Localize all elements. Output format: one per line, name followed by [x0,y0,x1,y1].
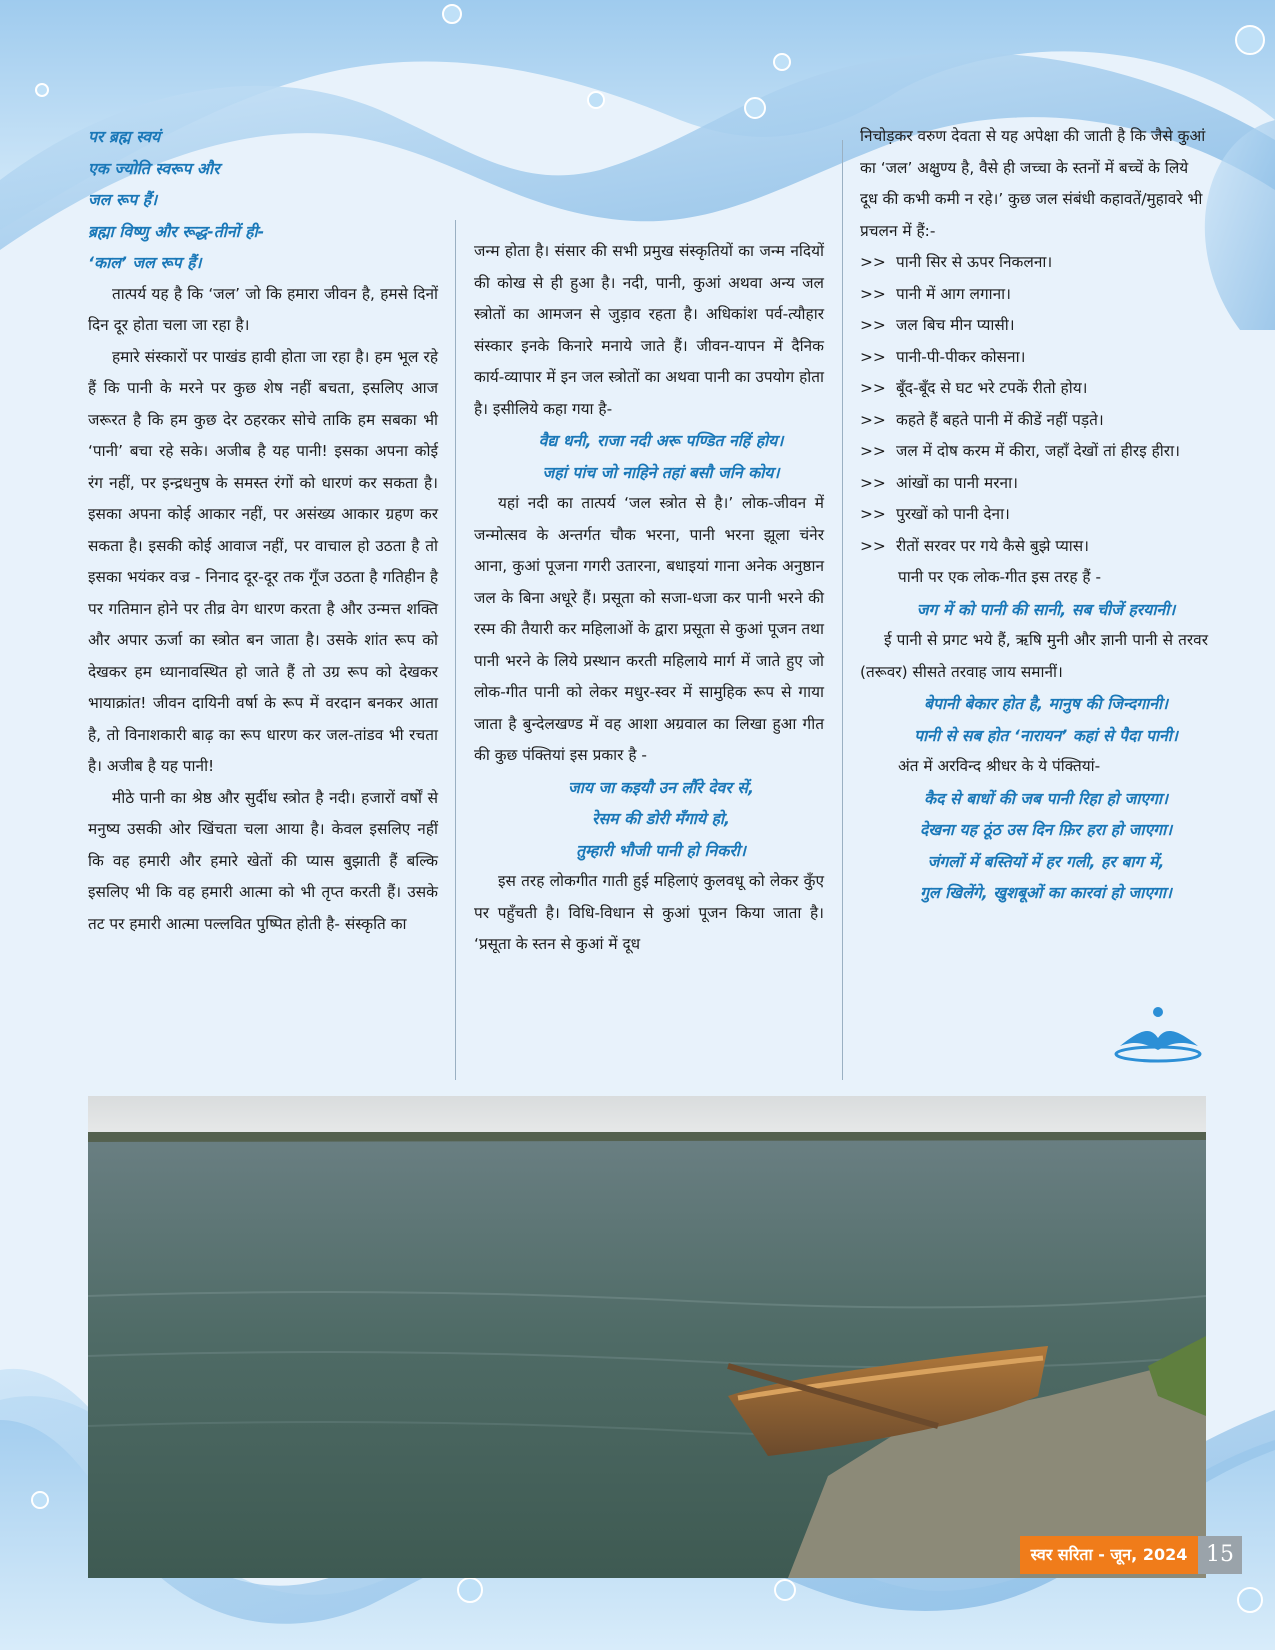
list-item: >> जल में दोष करम में कीरा, जहाँ देखों तां हीरइ हीरा। [860,442,1180,460]
verse-line: तुम्हारी भौजी पानी हो निकरी। [576,840,746,860]
lake-with-boat-photo [88,1096,1206,1578]
column-3 [860,121,1208,909]
verse-line: ब्रह्मा विष्णु और रूद्ध-तीनों ही- [88,221,265,241]
verse-line: गुल खिलेंगे, खुशबूओं का कारवां हो जाएगा। [920,883,1172,902]
paragraph: यहां नदी का तात्पर्य ‘जल स्त्रोत से है।’ लोक-जीवन में जन्मोत्सव के अन्तर्गत चौक भरना, पानी भरना झूला चंनेर आना, कुआं पूजना गगरी उतारना, बधाइयां गाना अनेक अनुष्ठान जल के बिना अधूरे हैं। प्रसूता को सजा-धजा कर पानी भरने की रस्म की तैयारी कर महिलाओं के द्वारा प्रसूता से कुआं पूजन तथा पानी भरने के लिये प्रस्थान करती महिलाये मार्ग में जाते हुए जो लोक-गीत पानी को लेकर मधुर-स्वर में सामुहिक रूप से गाया जाता है बुन्देलखण्ड में वह आशा अग्रवाल का लिखा हुआ गीत की कुछ पंक्तियां इस प्रकार है - [474,494,824,764]
verse-line: ‘काल’ जल रूप हैं। [88,253,202,272]
column-separator-2 [842,140,843,1080]
folk-song-verse [860,688,1208,751]
verse-line: जंगलों में बस्तियों में हर गली, हर बाग में, [927,851,1165,871]
intro-verse [88,121,438,279]
verse-line: रेसम की डोरी मँगाये हो, [592,809,730,828]
paragraph: ई पानी से प्रगट भये हैं, ऋषि मुनी और ज्ञानी पानी से तरवर (तरूवर) सीसते तरवाह जाय समानीं। [860,631,1208,681]
paragraph: इस तरह लोकगीत गाती हुई महिलाएं कुलवधू को लेकर कुँए पर पहुँचती है। विधि-विधान से कुआं पूजन किया जाता है। ‘प्रसूता के स्तन से कुआं में दूध [474,872,824,953]
paragraph: निचोड़कर वरुण देवता से यह अपेक्षा की जाती है कि जैसे कुआं का ‘जल’ अक्षुण्य है, वैसे ही जच्चा के स्तनों में बच्चें के लिये दूध की कभी कमी न रहे।’ कुछ जल संबंधी कहावतें/मुहावरे भी प्रचलन में हैं:- [860,127,1206,240]
paragraph: मीठे पानी का श्रेष्ठ और सुर्दीध स्त्रोत है नदी। हजारों वर्षों से मनुष्य उसकी ओर खिंचता चला आया है। केवल इसलिए नहीं कि वह हमारी और हमारे खेतों की प्यास बुझाती हैं बल्कि इसलिए भी कि वह हमारी आत्मा को भी तृप्त करती हैं। उसके तट पर हमारी आत्मा पल्लवित पुष्पित होती है- संस्कृति का [88,788,438,933]
verse-line: जहां पांच जो नाहिने तहां बसौ जनि कोय। [542,462,780,482]
verse-line: पानी से सब होत ‘नारायन’ कहां से पैदा पानी। [914,725,1178,745]
paragraph: तात्पर्य यह है कि ‘जल’ जो कि हमारा जीवन है, हमसे दिनों दिन दूर होता चला जा रहा है। [88,284,438,334]
page-number: 15 [1198,1536,1242,1574]
paragraph: हमारे संस्कारों पर पाखंड हावी होता जा रहा है। हम भूल रहे हैं कि पानी के मरने पर कुछ शेष नहीं बचता, इसलिए आज जरूरत है कि हम कुछ देर ठहरकर सोचे ताकि हम सबका भी ‘पानी’ बचा रहे सके। अजीब है यह पानी! इसका अपना कोई रंग नहीं, पर इन्द्रधनुष के समस्त रंगों को धारणं कर सकता है। इसका अपना कोई आकार नहीं, पर असंख्य आकार ग्रहण कर सकता है। इसकी कोई आवाज नहीं, पर वाचाल हो उठता है तो इसका भयंकर वज्र - निनाद दूर-दूर तक गूँज उठता है गतिहीन है पर गतिमान होने पर तीव्र वेग धारण करता है और उन्मत्त शक्ति और अपार ऊर्जा का स्त्रोत बन जाता है। उसके शांत रूप को देखकर हम ध्यानावस्थित हो जाते हैं तो उग्र रूप को देखकर भायाक्रांत! जीवन दायिनी वर्षा के रूप में वरदान बनकर आता है, तो विनाशकारी बाढ़ का रूप धारण कर जल-तांडव भी रचता है। अजीब है यह पानी! [88,347,438,775]
column-1 [88,121,438,940]
doha-verse [474,425,824,488]
verse-line: वैद्य धनी, राजा नदी अरू पण्डित नहिं होय। [538,431,784,450]
list-item: >> जल बिच मीन प्यासी। [860,316,1015,334]
list-item: >> पानी सिर से ऊपर निकलना। [860,253,1053,271]
folk-song-verse [474,772,824,867]
column-2 [474,236,824,961]
verse-line: बेपानी बेकार होत है, मानुष की जिन्दगानी। [923,694,1169,713]
list-item: >> आंखों का पानी मरना। [860,473,1018,492]
paragraph: जन्म होता है। संसार की सभी प्रमुख संस्कृतियों का जन्म नदियों की कोख से ही हुआ है। नदी, पानी, कुआं अथवा अन्य जल स्त्रोतों का आमजन से जुड़ाव रहता है। अधिकांश पर्व-त्यौहार संस्कार इनके किनारे मनाये जाते हैं। जीवन-यापन में दैनिक कार्य-व्यापार में इन जल स्त्रोतों का अथवा पानी का उपयोग होता है। इसीलिये कहा गया है- [474,242,824,418]
column-separator-1 [455,220,456,1080]
magazine-footer: स्वर सरिता - जून, 2024 [1020,1536,1198,1574]
list-item: >> कहते हैं बहते पानी में कीडें नहीं पड़ते। [860,410,1104,429]
verse-line: जल रूप हैं। [88,190,158,209]
verse-line: जाय जा कइयौ उन लौंरे देवर सें, [568,777,754,797]
verse-line: पर ब्रह्म स्वयं [88,127,161,146]
list-item: >> पानी में आग लगाना। [860,284,1011,303]
list-item: >> रीतों सरवर पर गये कैसे बुझे प्यास। [860,536,1090,555]
verse-line: देखना यह ठूंठ उस दिन फ़िर हरा हो जाएगा। [919,820,1173,839]
verse-line: जग में को पानी की सानी, सब चीजें हरयानी। [916,599,1176,619]
paragraph: अंत में अरविन्द श्रीधर के ये पंक्तियां- [898,757,1101,775]
sayings-list [860,247,1208,562]
verse-line: कैद से बाधों की जब पानी रिहा हो जाएगा। [923,788,1169,808]
verse-line: एक ज्योति स्वरूप और [88,158,220,178]
paragraph: पानी पर एक लोक-गीत इस तरह हैं - [898,568,1102,586]
ghazal-verse [860,783,1208,909]
list-item: >> बूँद-बूँद से घट भरे टपकें रीतो होय। [860,379,1088,397]
water-drop-splash-icon [1110,1000,1210,1064]
list-item: >> पुरखों को पानी देना। [860,505,1010,523]
list-item: >> पानी-पी-पीकर कोसना। [860,347,1026,366]
